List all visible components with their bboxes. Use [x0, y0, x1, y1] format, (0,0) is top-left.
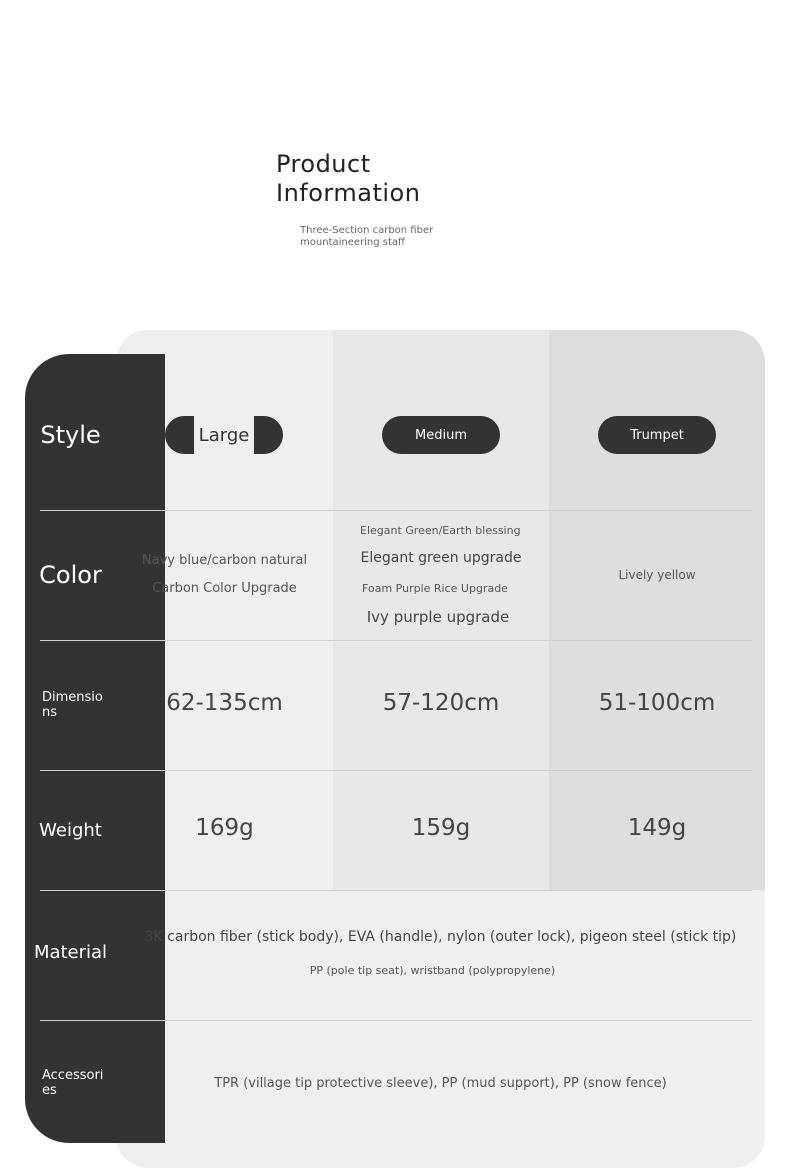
dimensions-large: 62-135cm [166, 690, 283, 716]
color-medium-line-4: Ivy purple upgrade [366, 608, 510, 626]
color-medium-line-1: Elegant Green/Earth blessing [360, 524, 521, 537]
row-label-color [25, 520, 116, 630]
color-medium-line-2: Elegant green upgrade [360, 550, 522, 566]
row-label-dimensions [25, 650, 116, 760]
row-divider [40, 1020, 752, 1021]
weight-large: 169g [195, 815, 254, 841]
style-pill-trumpet [598, 416, 716, 454]
color-large-line-2: Carbon Color Upgrade [152, 581, 297, 596]
row-label-dimensions-line-1: Dimensio [42, 690, 103, 705]
row-label-style [25, 380, 116, 490]
column-trumpet [549, 330, 765, 890]
title-line-2: Information [276, 179, 421, 207]
title-line-1: Product [276, 150, 371, 178]
row-label-material [25, 897, 116, 1007]
material-line-1: 3K carbon fiber (stick body), EVA (handle), nylon (outer lock), pigeon steel (stick tip) [144, 929, 737, 945]
material-line-2: PP (pole tip seat), wristband (polypropylene) [309, 964, 556, 977]
row-label-color-text: Color [39, 561, 102, 589]
dimensions-trumpet: 51-100cm [598, 690, 716, 716]
row-divider [40, 890, 752, 891]
page-subtitle [300, 225, 460, 249]
weight-trumpet: 149g [627, 815, 687, 841]
row-label-dimensions-line-2: ns [42, 705, 58, 720]
row-label-style-text: Style [40, 421, 101, 449]
accessories-text: TPR (village tip protective sleeve), PP (mud support), PP (snow fence) [214, 1076, 667, 1091]
row-label-weight [25, 775, 116, 885]
row-label-accessories [25, 1028, 116, 1138]
subtitle-line-2: mountaineering staff [300, 237, 405, 248]
row-divider [40, 510, 752, 511]
style-medium-label: Medium [415, 427, 467, 443]
style-pill-medium [382, 416, 500, 454]
row-divider [40, 640, 752, 641]
subtitle-line-1: Three-Section carbon fiber [300, 225, 434, 236]
color-large-line-1: Navy blue/carbon natural [141, 553, 308, 568]
style-pill-large [165, 416, 283, 454]
row-label-material-text: Material [33, 941, 108, 963]
style-trumpet-label: Trumpet [630, 427, 684, 443]
dimensions-medium: 57-120cm [382, 690, 500, 716]
page-title [276, 150, 476, 208]
color-medium-line-3: Foam Purple Rice Upgrade [362, 582, 508, 595]
spec-table-panel [116, 330, 765, 1168]
row-label-weight-text: Weight [39, 819, 102, 841]
style-large-label: Large [198, 424, 250, 446]
weight-medium: 159g [411, 815, 471, 841]
row-divider [40, 770, 752, 771]
row-label-accessories-line-2: es [42, 1083, 57, 1098]
color-trumpet-line-1: Lively yellow [618, 568, 696, 582]
row-label-accessories-line-1: Accessori [42, 1068, 104, 1083]
